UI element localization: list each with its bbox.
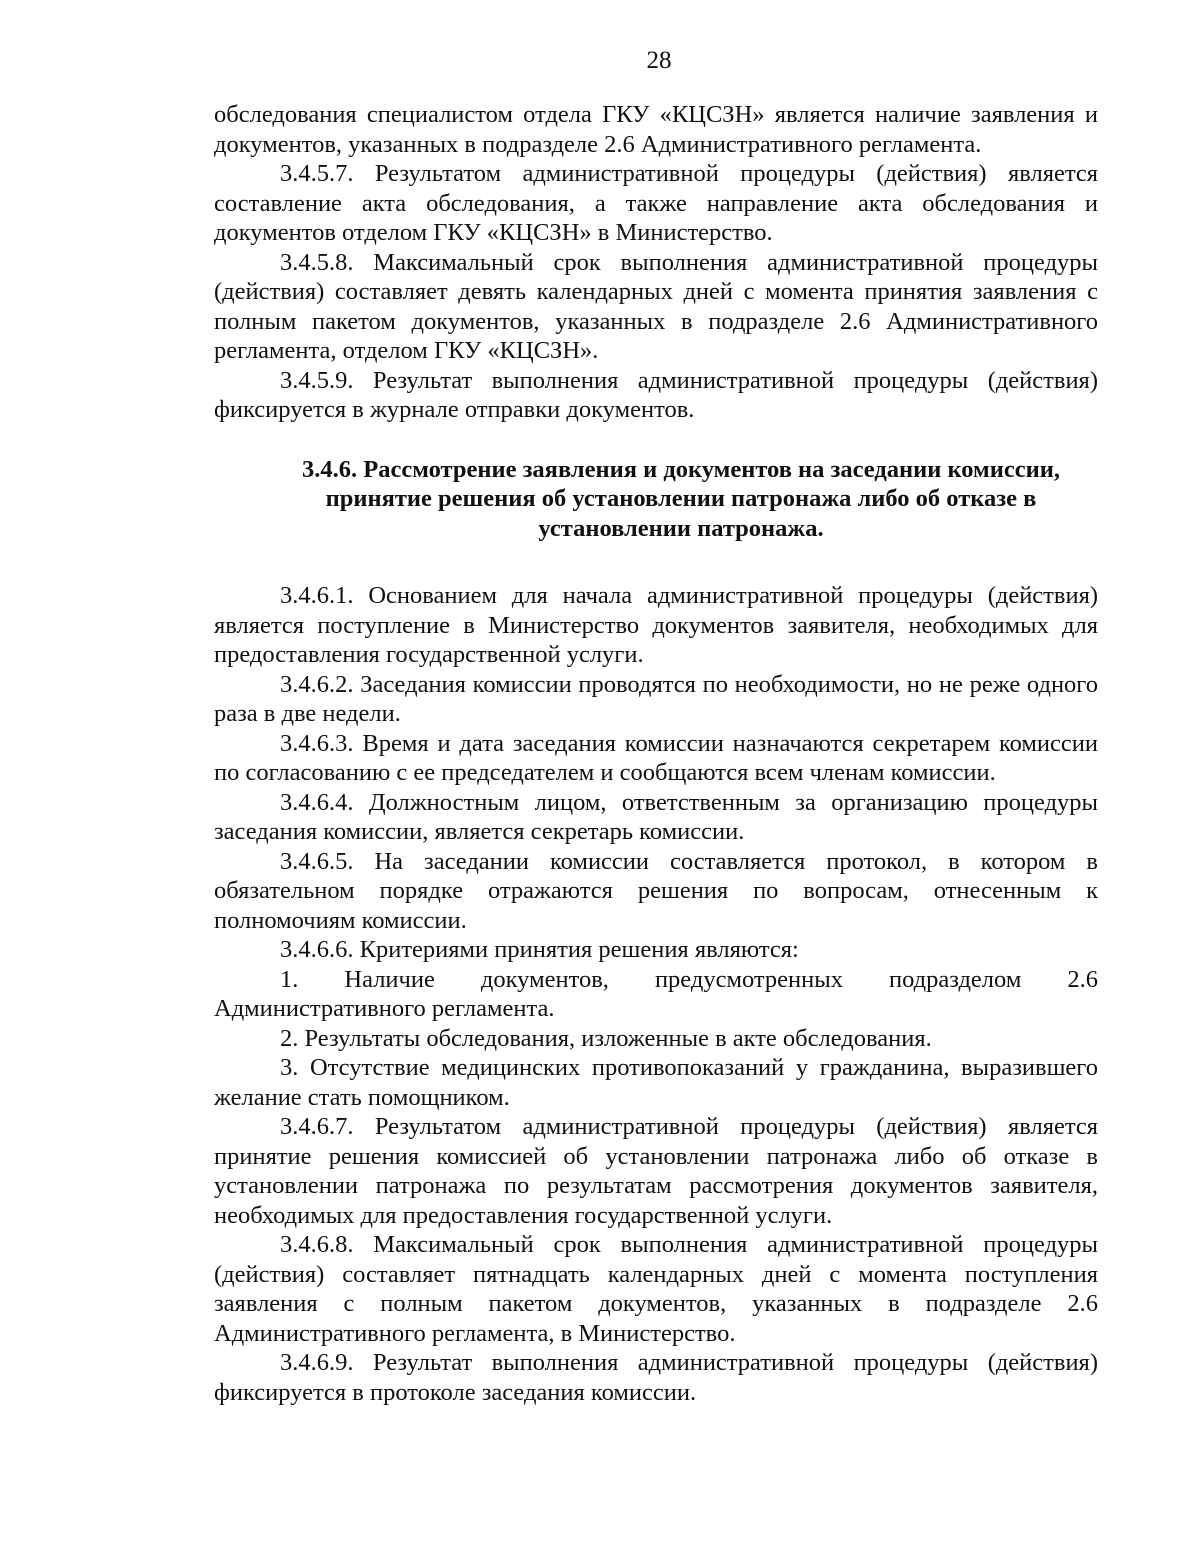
section-heading-3-4-6: 3.4.6. Рассмотрение заявления и документов на заседании комиссии, принятие решения об установлении патронажа либо об отказе в установлении патронажа. [302, 455, 1060, 542]
criteria-item-3: 3. Отсутствие медицинских противопоказаний у гражданина, выразившего желание стать помощником. [214, 1054, 1098, 1111]
paragraph-3-4-5-9: 3.4.5.9. Результат выполнения административной процедуры (действия) фиксируется в журнале отправки документов. [214, 366, 1098, 423]
paragraph-3-4-6-1: 3.4.6.1. Основанием для начала административной процедуры (действия) является поступление в Министерство документов заявителя, необходимых для предоставления государственной услуги. [214, 582, 1098, 668]
criteria-item-2: 2. Результаты обследования, изложенные в акте обследования. [280, 1024, 932, 1052]
paragraph-3-4-6-2: 3.4.6.2. Заседания комиссии проводятся по необходимости, но не реже одного раза в две недели. [214, 670, 1098, 727]
document-body [214, 100, 1098, 1407]
paragraph-continuation: обследования специалистом отдела ГКУ «КЦСЗН» является наличие заявления и документов, указанных в подразделе 2.6 Административного регламента. [214, 101, 1098, 158]
criteria-item-1: 1. Наличие документов, предусмотренных подразделом 2.6 Административного регламента. [214, 965, 1098, 1022]
paragraph-3-4-5-7: 3.4.5.7. Результатом административной процедуры (действия) является составление акта обследования, а также направление акта обследования и документов отделом ГКУ «КЦСЗН» в Министерство. [214, 160, 1098, 246]
page-number: 28 [646, 47, 672, 74]
paragraph-3-4-6-6: 3.4.6.6. Критериями принятия решения являются: [280, 936, 799, 963]
paragraph-3-4-6-3: 3.4.6.3. Время и дата заседания комиссии назначаются секретарем комиссии по согласованию с ее председателем и сообщаются всем членам комиссии. [214, 729, 1098, 786]
paragraph-3-4-6-4: 3.4.6.4. Должностным лицом, ответственным за организацию процедуры заседания комиссии, является секретарь комиссии. [214, 788, 1098, 845]
paragraph-3-4-6-7: 3.4.6.7. Результатом административной процедуры (действия) является принятие решения комиссией об установлении патронажа либо об отказе в установлении патронажа по результатам рассмотрения документов заявителя, необходимых для предоставления государственной услуги. [214, 1113, 1098, 1229]
paragraph-3-4-6-5: 3.4.6.5. На заседании комиссии составляется протокол, в котором в обязательном порядке отражаются решения по вопросам, отнесенным к полномочиям комиссии. [214, 847, 1098, 934]
paragraph-3-4-6-9: 3.4.6.9. Результат выполнения административной процедуры (действия) фиксируется в протоколе заседания комиссии. [214, 1349, 1098, 1406]
paragraph-3-4-6-8: 3.4.6.8. Максимальный срок выполнения административной процедуры (действия) составляет пятнадцать календарных дней с момента поступления заявления с полным пакетом документов, указанных в подразделе 2.6 Административного регламента, в Министерство. [214, 1231, 1098, 1347]
paragraph-3-4-5-8: 3.4.5.8. Максимальный срок выполнения административной процедуры (действия) составляет девять календарных дней с момента принятия заявления с полным пакетом документов, указанных в подразделе 2.6 Административного регламента, отделом ГКУ «КЦСЗН». [214, 248, 1098, 364]
